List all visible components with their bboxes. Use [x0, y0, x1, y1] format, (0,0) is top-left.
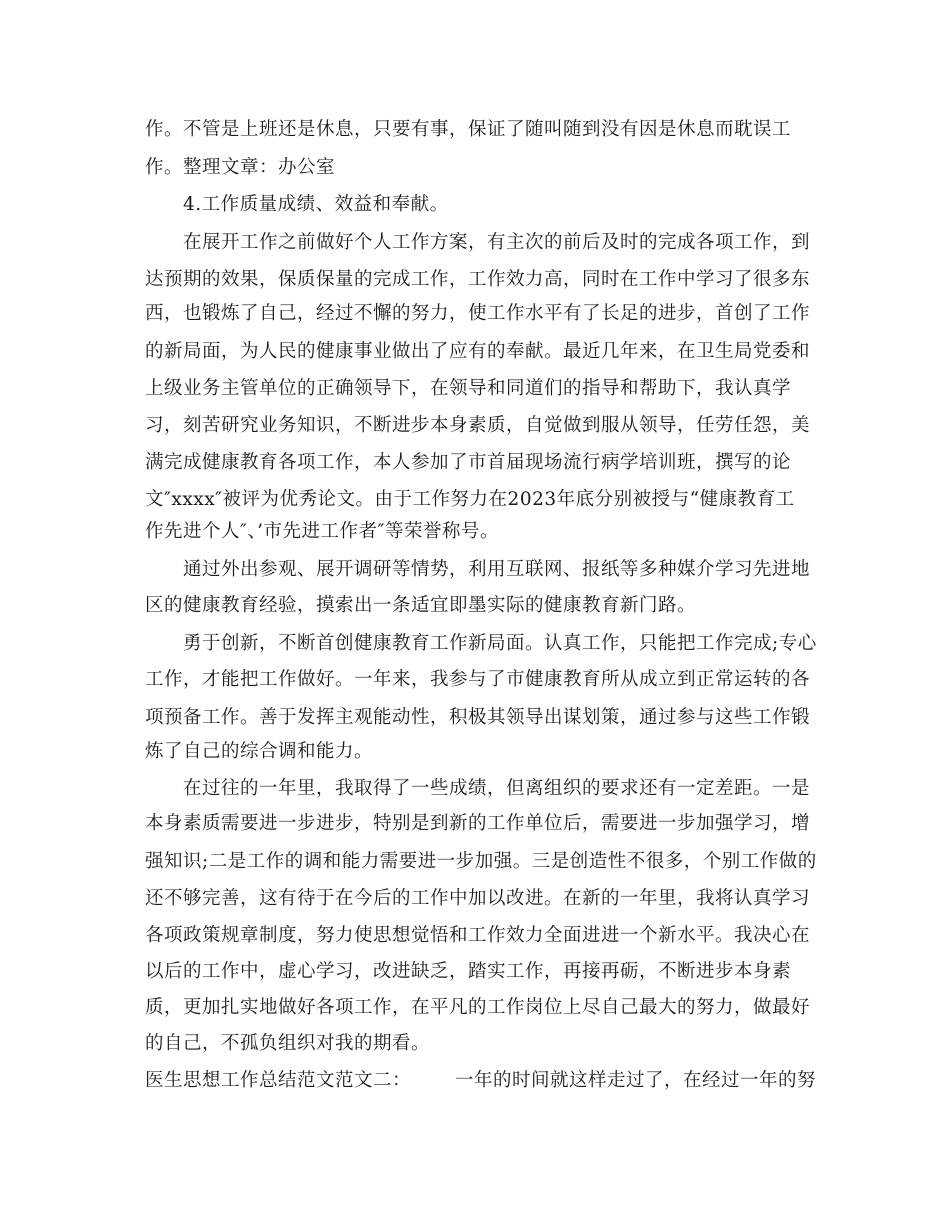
text-line: 满完成健康教育各项工作，本人参加了市首届现场流行病学培训班，撰写的论 — [145, 452, 792, 473]
text-line: 的新局面，为人民的健康事业做出了应有的奉献。最近几年来，在卫生局党委和 — [145, 341, 811, 362]
text-line: 一年的时间就这样走过了，在经过一年的努 — [455, 1070, 817, 1091]
text-line: 炼了自己的综合调和能力。 — [145, 741, 374, 762]
text-line: 以后的工作中，虚心学习，改进缺乏，踏实工作，再接再砺，不断进步本身素 — [145, 961, 792, 982]
text-line: 区的健康教育经验，摸索出一条适宜即墨实际的健康教育新门路。 — [145, 595, 697, 616]
text-line: 文″xxxx″被评为优秀论文。由于工作努力在2023年底分别被授与“健康教育工 — [145, 489, 795, 510]
text-line: 西，也锻炼了自己，经过不懈的努力，使工作水平有了长足的进步，首创了工作 — [145, 303, 811, 324]
text-line: 的自己，不孤负组织对我的期看。 — [145, 1033, 431, 1054]
text-line: 本身素质需要进一步进步，特别是到新的工作单位后，需要进一步加强学习，增 — [145, 813, 811, 834]
text-line: 作。不管是上班还是休息，只要有事，保证了随叫随到没有因是休息而耽误工 — [145, 119, 792, 140]
text-line: 达预期的效果，保质保量的完成工作，工作效力高，同时在工作中学习了很多东 — [145, 269, 811, 290]
last-text-line — [145, 1069, 816, 1093]
article-heading: 医生思想工作总结范文范文二： — [145, 1070, 412, 1091]
text-line: 在过往的一年里，我取得了一些成绩，但离组织的要求还有一定差距。一是 — [183, 778, 811, 799]
text-line: 质，更加扎实地做好各项工作，在平凡的工作岗位上尽自己最大的努力，做最好 — [145, 997, 811, 1018]
text-line: 项预备工作。善于发挥主观能动性，积极其领导出谋划策，通过参与这些工作锻 — [145, 707, 811, 728]
text-line: 作。整理文章：办公室 — [145, 157, 336, 178]
text-line: 上级业务主管单位的正确领导下，在领导和同道们的指导和帮助下，我认真学 — [145, 378, 792, 399]
text-line: 通过外出参观、展开调研等情势，利用互联网、报纸等多种媒介学习先进地 — [183, 559, 811, 580]
text-line: 还不够完善，这有待于在今后的工作中加以改进。在新的一年里，我将认真学习 — [145, 888, 811, 909]
text-line: 习，刻苦研究业务知识，不断进步本身素质，自觉做到服从领导，任劳任怨，美 — [145, 415, 811, 436]
text-line: 强知识;二是工作的调和能力需要进一步加强。三是创造性不很多，个别工作做的 — [145, 851, 817, 872]
text-line: 勇于创新，不断首创健康教育工作新局面。认真工作，只能把工作完成;专心 — [183, 633, 817, 654]
text-line: 作先进个人″、’市先进工作者″等荣誉称号。 — [145, 521, 499, 542]
text-line: 各项政策规章制度，努力使思想觉悟和工作效力全面进进一个新水平。我决心在 — [145, 925, 811, 946]
section-heading: 4.工作质量成绩、效益和奉献。 — [183, 194, 449, 215]
text-line: 工作，才能把工作做好。一年来，我参与了市健康教育所从成立到正常运转的各 — [145, 669, 811, 690]
text-line: 在展开工作之前做好个人工作方案，有主次的前后及时的完成各项工作，到 — [183, 232, 811, 253]
